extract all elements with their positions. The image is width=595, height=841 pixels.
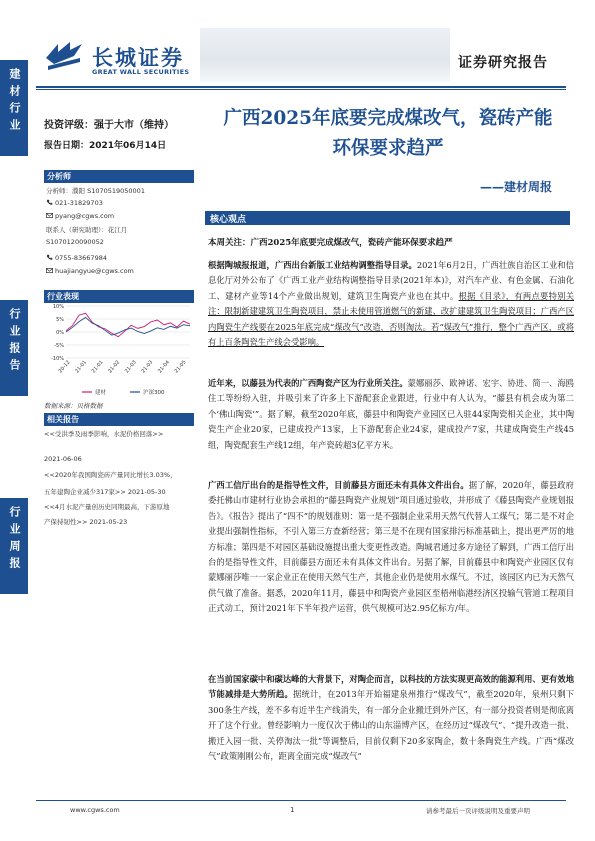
x-tick-label: 21-03	[123, 359, 138, 375]
paragraph-1-highlight: 根据《目录》，有两点要特别关注：限制新建建筑卫生陶瓷项目，禁止未使用管道燃气的新建、改扩建建筑卫生陶瓷项目；广西产区内陶瓷生产线要在2025年底完成“煤改气”改造，否则淘汰。若“煤改气”推行，整个广西产区，或将有上百条陶瓷生产线会受影响。	[208, 290, 574, 348]
footer-divider	[36, 800, 566, 801]
y-tick-label: 0%	[56, 330, 64, 336]
related-reports-header: 相关报告	[44, 413, 194, 426]
y-tick-label: -5%	[54, 343, 64, 349]
paragraph-3-lead: 广西工信厅出台的是指导性文件，目前藤县方面还未有具体文件出台。	[208, 480, 469, 490]
email-icon	[46, 212, 53, 219]
great-wall-banner	[200, 28, 450, 82]
x-tick-label: 21-01	[90, 359, 105, 375]
side-tab-weekly-label: 行业周报	[8, 506, 21, 574]
series-line-industry	[66, 313, 190, 336]
paragraph-2-lead: 近年来，以藤县为代表的广西陶瓷产区为行业所关注。	[208, 378, 408, 388]
paragraph-4-body: 据统计，在2013年开始福建泉州推行“煤改气”，截至2020年，泉州只剩下300条生产线，差不多有近半生产线消失，有一部分企业搬迁到外产区，有一部分投资者则是彻底离开了这个行业。曾经影响力一度仅次于佛山的山东淄博产区，在经历过“煤改气”、“提升改造一批、搬迁入园一批、关停淘汰一批”等调整后，目前仅剩下20多家陶企，数十条陶瓷生产线。广西“煤改气”政策刚刚公布，距离全面完成“煤改气”	[208, 689, 574, 762]
paragraph-4	[208, 672, 574, 796]
related-report-2-date: 五年建陶企业减少317家>> 2021-05-30	[44, 488, 166, 496]
contact-email	[46, 267, 134, 275]
x-tick-label: 20-12	[57, 359, 72, 375]
x-axis	[58, 359, 188, 374]
related-report-1-date: 2021-06-06	[44, 455, 82, 463]
footer-disclaimer: 请参考最后一页评级说明及重要声明	[426, 807, 530, 815]
legend-label: 沪深300	[143, 390, 165, 396]
x-tick-label: 21-03	[140, 359, 155, 375]
report-title	[208, 104, 568, 164]
report-date: 报告日期：2021年06月14日	[44, 141, 167, 151]
series-line-index	[66, 317, 190, 335]
logo-text-en: GREAT WALL SECURITIES	[92, 68, 190, 76]
chart-series	[66, 313, 190, 336]
analyst-name: 分析师：濮阳 S1070519050001	[46, 187, 145, 195]
y-tick-label: 5%	[56, 317, 64, 323]
paragraph-3-body: 据了解，2020年，藤县政府委托佛山市建材行业协会承担的“藤县陶瓷产业规划”项目通过验收，并形成了《藤县陶瓷产业规划报告》。《报告》提出了“四不”的规划准则：第一是不强制企业采用天然气代替人工煤气；第二是不对企业提出强制性指标，不引入第三方查新经营；第三是不在现有国家排污标准基础上，提出更严厉的地方标准；第四是不对园区基础设施提出重大变更性改造。陶城君通过多方途径了解到，广西工信厅出台的是指导性文件，目前藤县方面还未有具体文件出台。另据了解，目前藤县中和陶瓷产业园区仅有蒙娜丽莎唯一一家企业正在使用天然气生产，其他企业仍是使用水煤气。不过，该园区内已为天然气供气做了准备。据悉，2020年11月，藤县中和陶瓷产业园区至梧州临港经济区投输气管道工程项目正式动工，预计2021年下半年投产运营，供气规模可达2.95亿标方/年。	[208, 480, 574, 614]
contact-phone	[46, 254, 107, 262]
x-tick-label: 21-04	[157, 359, 171, 375]
contact-name: 联系人（研究助理）：花江月	[46, 226, 128, 234]
industry-performance-chart	[44, 302, 194, 398]
report-subtitle: ——建材周报	[480, 180, 553, 194]
y-axis	[51, 304, 64, 362]
paragraph-1	[208, 258, 574, 366]
y-tick-label: -10%	[51, 356, 64, 362]
y-tick-label: 10%	[52, 304, 64, 310]
report-type: 证券研究报告	[458, 55, 548, 71]
chart-legend	[82, 388, 165, 396]
core-view-label: 核心观点	[210, 215, 247, 225]
analyst-phone	[46, 199, 103, 207]
phone-icon	[46, 199, 53, 206]
related-report-2-title[interactable]: <<2020年我国陶瓷砖产量同比增长3.03%，	[44, 471, 177, 479]
related-report-3-date: 产保持韧性>> 2021-05-23	[44, 518, 128, 526]
contact-id: S1070120090052	[46, 238, 104, 246]
side-tab-report	[0, 300, 28, 396]
related-report-1-title[interactable]: <<受洪季及雨季影响，水泥价格回落>>	[44, 430, 164, 438]
report-title-line2: 环保要求趋严	[332, 138, 444, 159]
chart-source: 数据来源：贝格数据	[44, 402, 103, 410]
report-title-line1: 广西2025年底要完成煤改气，瓷砖产能	[223, 108, 553, 129]
analyst-phone-text: 021-31829703	[55, 199, 103, 207]
side-tab-industry-label: 建材行业	[8, 68, 21, 136]
paragraph-3	[208, 478, 574, 662]
email-icon	[46, 267, 53, 274]
paragraph-1-body: 2021年6月2日，广西壮族自治区工业和信息化厅对外公布了《广西工业产业结构调整指导目录(2021年本)》，对汽车产业、有色金属、石油化工、建材产业等14个产业做出规划，建筑卫生陶瓷产业也在其中。	[208, 260, 574, 301]
phone-icon	[46, 254, 53, 261]
page-number: 1	[290, 806, 295, 814]
paragraph-2-body: 蒙娜丽莎、欧神诺、宏宇、协进、简一、海鸥住工等纷纷入驻，并吸引来了许多上下游配套企业跟进，行业中有人认为，“藤县有机会成为第二个‘佛山陶瓷’”。据了解，截至2020年底，藤县中和陶瓷产业园区已入驻44家陶瓷相关企业，其中陶瓷生产企业20家，已建成投产13家，上下游配套企业24家，建成投产7家，共建成陶瓷生产线45组，陶瓷配套生产线12组，年产瓷砖超3亿平方米。	[208, 378, 574, 450]
paragraph-2	[208, 376, 574, 468]
side-tab-weekly	[0, 498, 28, 594]
contact-phone-text: 0755-83667984	[55, 254, 107, 262]
core-view-bar	[205, 211, 570, 225]
analyst-email-text: pyang@cgws.com	[55, 212, 115, 220]
legend-label: 建材	[95, 390, 107, 396]
analyst-email	[46, 212, 114, 220]
footer-url[interactable]: www.cgws.com	[70, 806, 120, 814]
paragraph-1-lead: 根据陶城报报道，广西出台新版工业结构调整指导目录。	[208, 260, 417, 270]
contact-email-text: huajiangyue@cgws.com	[55, 267, 134, 275]
analyst-section-header: 分析师	[44, 170, 194, 183]
logo-text-cn: 长城证券	[92, 46, 184, 70]
logo-icon	[44, 40, 84, 72]
side-tab-report-label: 行业报告	[8, 308, 21, 376]
investment-rating: 投资评级：强于大市（维持）	[44, 120, 174, 131]
header-divider-thin	[36, 89, 566, 90]
paragraph-4-lead: 在当前国家碳中和碳达峰的大背景下，对陶企而言，以科技的方法实现更高效的能源利用、更有效地节能减排是大势所趋。	[208, 674, 574, 700]
x-tick-label: 21-01	[74, 359, 89, 375]
side-tab-industry	[0, 60, 28, 156]
x-tick-label: 21-02	[107, 359, 122, 375]
header-divider	[36, 86, 566, 88]
related-report-3-title[interactable]: <<4月水泥产量创历史同期最高，下游原地	[44, 503, 170, 511]
weekly-focus: 本周关注：广西2025年底要完成煤改气，瓷砖产能环保要求趋严	[208, 238, 453, 248]
industry-performance-header: 行业表现	[44, 290, 194, 303]
x-tick-label: 21-05	[173, 359, 188, 375]
